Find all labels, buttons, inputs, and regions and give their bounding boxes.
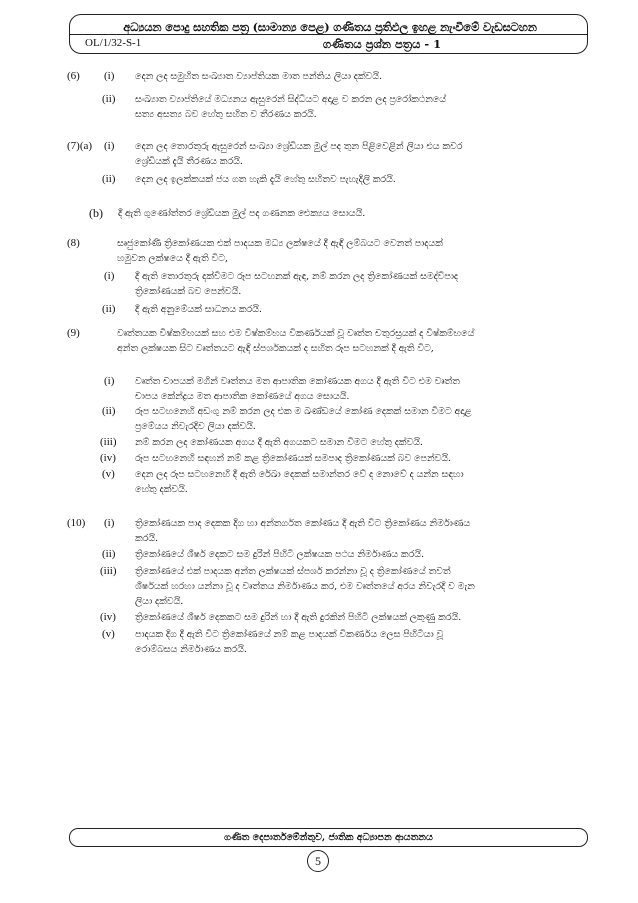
question-line: දෙන ලද සමුහිත සංඛ්‍යාත ව්‍යාප්තියක මාත පන්තිය ලියා දක්වයි. — [135, 71, 382, 82]
sub-label: (ii) — [102, 173, 116, 185]
question-line: හේතු දක්වයි. — [135, 484, 188, 495]
sub-label: (iii) — [100, 565, 117, 577]
sub-label: (i) — [104, 517, 115, 529]
question-line: ප්‍රමේයය නිවැරදිව ලියා දක්වයි. — [135, 421, 256, 432]
sub-label: (ii) — [102, 405, 116, 417]
question-line: ත්‍රිකෝණයක පාද දෙකක දිග හා අන්තර්ගත කෝණය දී ඇති විට ත්‍රිකෝණය නිර්මාණය — [135, 518, 471, 529]
sub-label: (i) — [104, 140, 115, 152]
sub-label: (i) — [104, 70, 115, 82]
question-line: දී ඇති ගුණෝත්තර ශ්‍රේඩියක මුල් පද ගණනක ඓක්‍යය සොයයි. — [118, 208, 366, 219]
paper-code: OL/1/32-S-1 — [85, 37, 142, 49]
question-line: වෘත්ත චාපයක් මගින් වෘත්තය මත ආපාතික කෝණයක අගය දී ඇති විට එම වෘත්ත — [135, 376, 460, 387]
footer-text: ගණිත දෙපාර්තමේන්තුව, ජාතික අධ්‍යාපන ආයතනය — [224, 832, 433, 843]
question-line: ලියා දක්වයි. — [135, 596, 184, 607]
sub-label: (iv) — [100, 611, 116, 623]
question-line: පාදයක දිග දී ඇති විට ත්‍රිකෝණයේ නම් කළ පාදයක් විකර්ණය ලෙස පිහිටියා වූ — [135, 629, 444, 640]
sub-label: (i) — [104, 375, 115, 387]
question-line: සෘජුකෝණී ත්‍රිකෝණයක එක් පාදයක මධ්‍ය ලක්ෂයේ දී ඇඳි ලම්බයට වෙනත් පාදයක් — [117, 238, 443, 249]
question-label: (10) — [67, 517, 86, 529]
question-label: (9) — [67, 327, 80, 339]
question-label: (8) — [67, 237, 80, 249]
question-line: දෙන ලද ඉලක්කයක් ජය ගත හැකි දැයි හේතු සහිතව පැහැදිලි කරයි. — [135, 174, 396, 185]
question-line: දෙන ලද රූප සටහනෙහි දී ඇති රේඛා දෙකක් සමාන්තර වේ ද නොවේ ද යන්න සඳහා — [135, 469, 464, 480]
question-line: සත්‍ය අසත්‍ය බව හේතු සහිත ව තීරණය කරයි. — [135, 109, 317, 120]
question-line: දී ඇති අනුමේයක් සාධනය කරයි. — [135, 304, 262, 315]
question-line: ත්‍රිකෝණයේ ශීර්ෂ දෙකට සම දුරින් පිහිටි ලක්ෂයක පථය නිර්මාණය කරයි. — [135, 549, 424, 560]
question-line: රොම්බසය නිර්මාණය කරයි. — [135, 644, 247, 655]
page-number: 5 — [307, 850, 329, 872]
sub-label: (i) — [104, 270, 115, 282]
sub-label: (v) — [102, 628, 115, 640]
question-label: (b) — [89, 206, 103, 220]
header-title: අධ්‍යයන පොදු සහතික පත්‍ර (සාමාන්‍ය පෙළ) ගණිතය ප්‍රතිඵල ඉහළ නැංවීමේ වැඩසටහන — [123, 20, 537, 34]
question-line: දෙන ලද තොරතුරු ඇසුරෙන් සංඛ්‍යා ශ්‍රේඩියක මුල් පද තුන පිළිවෙළින් ලියා එය කවර — [135, 141, 463, 152]
question-line: අන්ත ලක්ෂයක සිට වෘත්තයට ඇඳි ස්පර්ශකයක් ද සහිත රූප සටහනක් දී ඇති විට, — [117, 343, 434, 354]
question-line: ත්‍රිකෝණයේ ශීර්ෂ දෙකකට සම දුරින් හා දී ඇති දුරකින් පිහිටි ලක්ෂයක් ලකුණු කරයි. — [135, 612, 462, 623]
sub-label: (ii) — [102, 93, 116, 105]
question-line: සංඛ්‍යාත ව්‍යාප්තියේ මධ්‍යනය ඇසුරෙන් සිද්ධියට අදාළ ව කරන ලද ප්‍රරෝකථනයේ — [135, 94, 446, 105]
sub-label: (ii) — [102, 303, 116, 315]
question-line: ත්‍රිකෝණයක් බව පෙන්වයි. — [135, 286, 242, 297]
question-line: ශ්‍රේඩියක් දැයි තීරණය කරයි. — [135, 156, 243, 167]
question-label: (7)(a) — [67, 140, 93, 152]
header-divider — [69, 34, 588, 35]
sub-label: (v) — [102, 468, 115, 480]
question-line: වෘත්තයක විෂ්කම්භයක් සහ එම විෂ්කම්භය විකර්ණයක් වූ වෘත්ත චතුරස්‍රයක් ද විෂ්කම්භයේ — [117, 328, 475, 339]
paper-subtitle: ගණිතය ප්‍රශ්න පත්‍රය - 1 — [322, 37, 442, 51]
sub-label: (iii) — [100, 436, 117, 448]
question-line: දී ඇති තොරතුරු දක්වීමට රූප සටහනක් ඇඳ, නම් කරන ලද ත්‍රිකෝණයක් සමද්විපාද — [135, 271, 459, 282]
question-line: චාපය කේන්ද්‍රය මත ආපාතික කෝණයේ අගය සොයයි. — [135, 391, 350, 402]
question-line: කරයි. — [135, 533, 158, 544]
sub-label: (ii) — [102, 548, 116, 560]
sub-label: (iv) — [100, 452, 116, 464]
question-line: ත්‍රිකෝණයේ එක් පාදයක අන්ත ලක්ෂයක් ස්පර්ශ කරන්නා වූ ද ත්‍රිකෝණයේ තවත් — [135, 566, 451, 577]
question-line: නම් කරන ලද කෝණයක අගය දී ඇති අගයකට සමාන වීමට හේතු දක්වයි. — [135, 437, 423, 448]
question-line: රූප සටහනෙහි අඩංගු නම් කරන ලද එක ම ඛණ්ඩයේ කෝණ දෙකක් සමාන වීමට අදාළ — [135, 406, 472, 417]
question-label: (6) — [67, 70, 80, 82]
question-line: රූප සටහනෙහි සඳහන් නම් කළ ත්‍රිකෝණයක් සමපාද ත්‍රිකෝණයක් බව පෙන්වයි. — [135, 453, 451, 464]
question-line: ශීර්ෂයක් හරහා යන්නා වූ ද වෘත්තය නිර්මාණය කර, එම වෘත්තයේ අරය නිවැරදි ව මැන — [135, 581, 475, 592]
question-line: හමුවන ලක්ෂයෙ දී ඇති විට, — [117, 253, 228, 264]
